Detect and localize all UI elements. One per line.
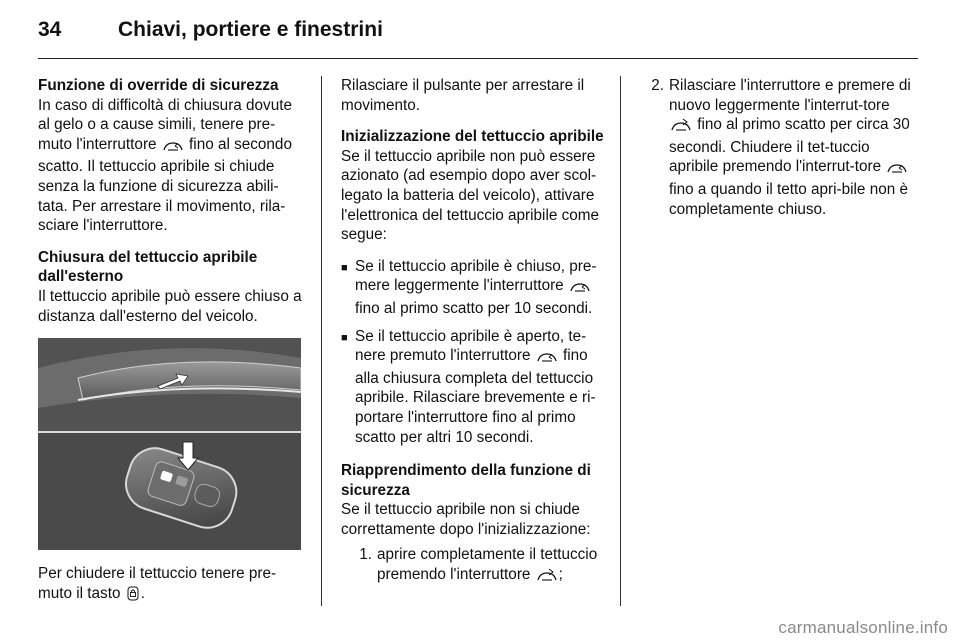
section-heading: Riapprendimento della funzione di sicurezza: [341, 462, 591, 499]
column-divider: [620, 76, 621, 606]
section-heading: Chiusura del tettuccio apribile dall'esterno: [38, 248, 258, 286]
page-header: [38, 18, 383, 46]
column-3: [641, 76, 911, 227]
header-rule: [38, 58, 918, 59]
key-fob-illustration: [38, 338, 301, 550]
numbered-step: 1. aprire completamente il tettuccio premendo l'interruttore ;: [341, 545, 606, 587]
numbered-step: 2. Rilasciare l'interruttore e premere di nuovo leggermente l'interrut-tore fino al primo scatto per circa 30 secondi. Chiudere il tet-tuccio apribile premendo l'interrut-tore fino a quando il tetto apri-bile non è completamente chiuso.: [641, 76, 911, 219]
column-2: [341, 76, 606, 596]
sunroof-close-switch-icon: [163, 138, 183, 158]
section-heading: Inizializzazione del tettuccio apribile: [341, 128, 604, 146]
paragraph: Se il tettuccio apribile non si chiude correttamente dopo l'inizializzazione:: [341, 501, 591, 538]
step-number: 2.: [651, 77, 664, 94]
column-1: [38, 76, 306, 606]
list-item: ■ Se il tettuccio apribile è chiuso, pre-mere leggermente l'interruttore fino al primo scatto per 10 secondi.: [341, 257, 597, 317]
column-divider: [321, 76, 322, 606]
step-number: 1.: [359, 546, 372, 564]
paragraph: Per chiudere il tettuccio tenere pre-muto il tasto .: [38, 564, 306, 606]
page-number: 34: [38, 18, 62, 41]
paragraph: Rilasciare il pulsante per arrestare il movimento.: [341, 77, 585, 114]
bullet-mark: ■: [341, 261, 348, 274]
watermark-link[interactable]: carmanualsonline.info: [778, 618, 948, 637]
sunroof-open-switch-icon: [671, 118, 691, 138]
sunroof-close-switch-icon: [537, 349, 557, 369]
bullet-mark: ■: [341, 331, 348, 344]
paragraph: Il tettuccio apribile può essere chiuso a distanza dall'esterno del veicolo.: [38, 287, 302, 325]
sunroof-close-switch-icon: [887, 160, 907, 180]
paragraph: Se il tettuccio apribile non può essere azionato (ad esempio dopo aver scol-legato la batteria del veicolo), attivare l'elettronica del tettuccio apribile come segue:: [341, 147, 600, 244]
sunroof-close-switch-icon: [570, 279, 590, 299]
sunroof-open-switch-icon: [537, 568, 557, 588]
section-heading: Funzione di override di sicurezza: [38, 77, 279, 94]
list-item: ■ Se il tettuccio apribile è aperto, te-nere premuto l'interruttore fino alla chiusura completa del tettuccio apribile. Rilasciare brevemente e ri-portare l'interruttore fino al primo scatto per altri 10 secondi.: [341, 327, 596, 446]
key-lock-button-icon: [127, 586, 139, 607]
paragraph: In caso di difficoltà di chiusura dovute al gelo o a cause simili, tenere pre-muto l'interruttore fino al secondo scatto. Il tettuccio apribile si chiude senza la funzione di sicurezza abili-tata. Per arrestare il movimento, rila-sciare l'interruttore.: [38, 96, 292, 235]
page-title: Chiavi, portiere e finestrini: [118, 18, 383, 41]
